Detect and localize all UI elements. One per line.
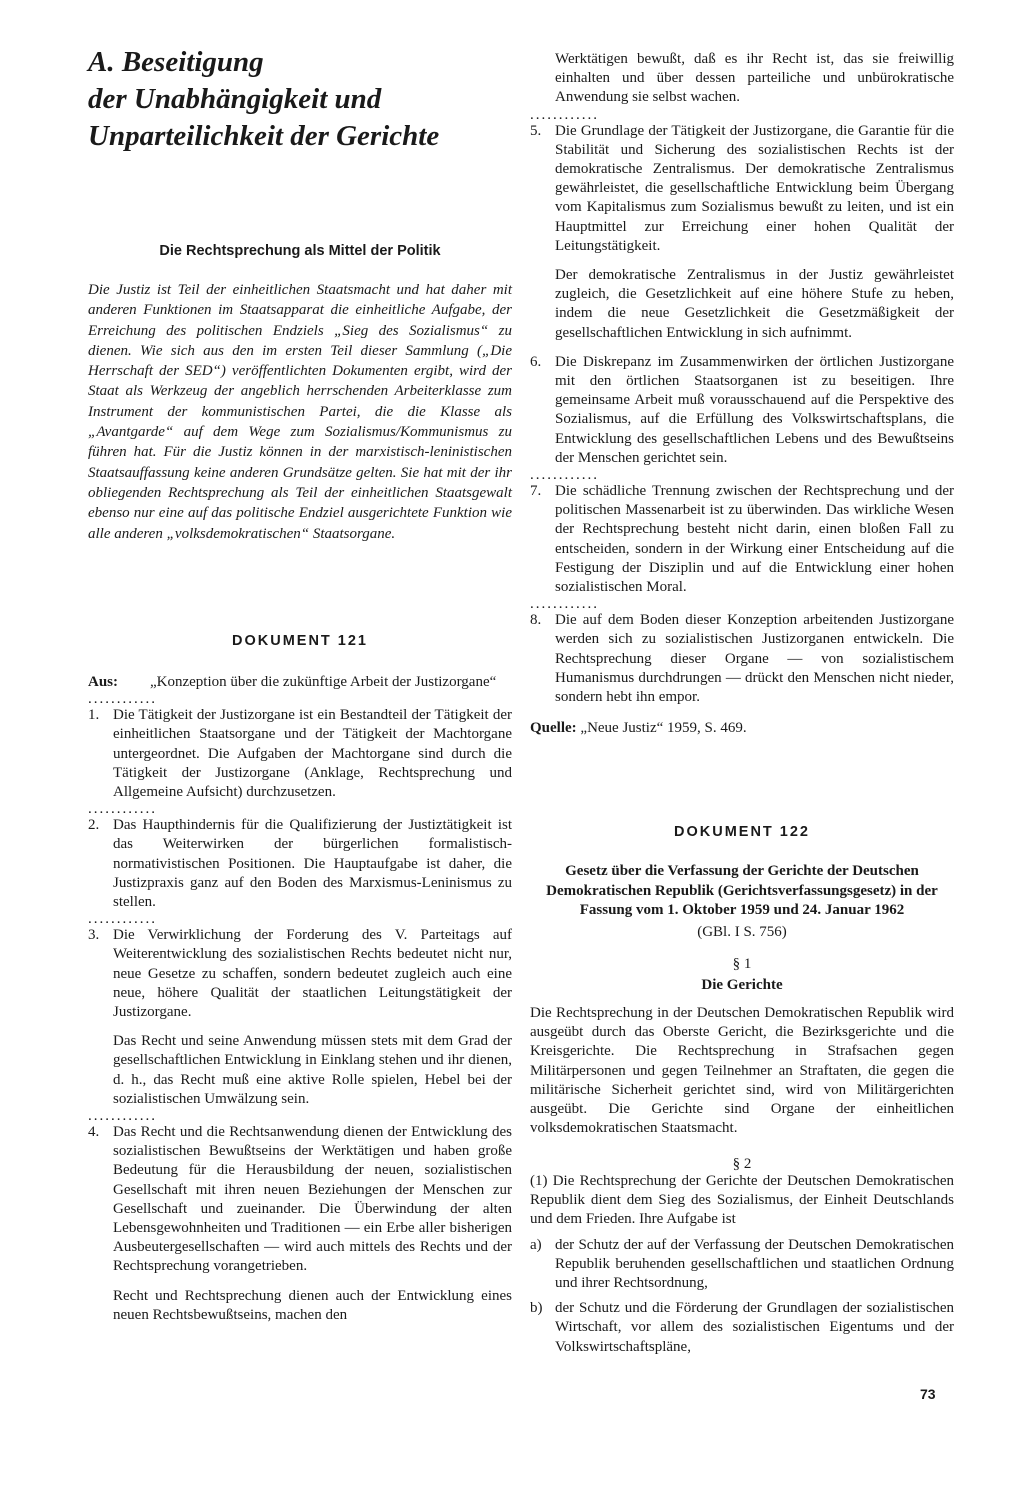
item-text: Die auf dem Boden dieser Konzeption arbeitenden Justizorgane werden sich zu sozialistischen Justizorganen entwickeln. Die Rechtsprechung dieser Organe — von sozialistischem Humanismus durchdrungen — drückt den Menschen nicht nieder, sondern hebt ihn empor. [555, 612, 954, 706]
item-text: Die Tätigkeit der Justizorgane ist ein Bestandteil der Tätigkeit der einheitlichen Staatsorgane und der Tätigkeit der Machtorgane untergeordnet. Die Aufgaben der Machtorgane sind durch die Tätigkeit der Justizorgane (Anklage, Rechtsprechung und Allgemeine Aufsicht) durchzusetzen. [113, 707, 512, 801]
item-text: Die Verwirklichung der Forderung des V. Parteitags auf Weiterentwicklung des sozialistischen Rechts bedeutet nicht nur, neue Gesetze zu schaffen, sondern bedeutet zugleich auch eine neue, höhere Qualität der staatlichen Leitungstätigkeit der Justizorgane. [113, 927, 512, 1021]
gazette-reference: (GBl. I S. 756) [697, 924, 787, 940]
document-122-heading: DOKUMENT 122 [674, 824, 810, 840]
item-sub-paragraph: Das Recht und seine Anwendung müssen stets mit dem Grad der gesellschaftlichen Entwicklung in Einklang stehen und ihr dienen, d. h., das Recht muß eine aktive Rolle spielen, Hebel bei der sozialistischen Umwälzung sein. [113, 1033, 512, 1107]
ellipsis-separator: ............ [88, 801, 157, 818]
chapter-title [88, 44, 528, 155]
item-number: 8. [530, 612, 542, 629]
paragraph-2-body [530, 1172, 954, 1357]
source-line [88, 673, 512, 692]
paragraph-1-title: Die Gerichte [701, 977, 783, 993]
item-sub-paragraph: Recht und Rechtsprechung dienen auch der Entwicklung eines neuen Rechtsbewußtseins, machen den [113, 1287, 512, 1323]
item-number: 3. [88, 927, 100, 944]
item-text: der Schutz der auf der Verfassung der Deutschen Demokratischen Republik beruhenden gesellschaftlichen und staatlichen Ordnung und ihrer Rechtsordnung, [555, 1236, 954, 1292]
list-item [88, 1123, 512, 1277]
source-quote-label: Quelle: [530, 720, 577, 737]
ellipsis-separator: ............ [530, 467, 599, 484]
item-number: 5. [530, 122, 542, 139]
document-121-heading: DOKUMENT 121 [232, 633, 368, 649]
ellipsis-separator: ............ [530, 106, 599, 123]
page-number: 73 [920, 1386, 936, 1402]
item-number: 7. [530, 483, 542, 500]
list-item [530, 1299, 954, 1357]
list-item [88, 926, 512, 1022]
chapter-title-line: der Unabhängigkeit und [88, 83, 382, 115]
list-item [530, 611, 954, 707]
section-heading: Die Rechtsprechung als Mittel der Politik [159, 243, 441, 259]
item-number: b) [530, 1300, 543, 1317]
list-item [530, 122, 954, 256]
list-item [88, 706, 512, 802]
continuation-text: Werktätigen bewußt, daß es ihr Recht ist, das sie freiwillig einhalten und über dessen parteiliche und unbürokratische Anwendung sie selbst wachen. [555, 51, 954, 106]
item-number: 4. [88, 1124, 100, 1141]
chapter-title-line: A. Beseitigung [88, 46, 264, 78]
source-text: „Konzeption über die zukünftige Arbeit der Justizorgane“ [150, 674, 497, 690]
paragraph-1-sign: § 1 [732, 956, 752, 972]
item-number: 2. [88, 817, 100, 834]
paragraph-2-sign: § 2 [732, 1156, 752, 1172]
list-item [530, 482, 954, 597]
list-item [530, 353, 954, 468]
source-label: Aus: [88, 674, 119, 690]
item-text: Das Haupthindernis für die Qualifizierung der Justiztätigkeit ist das Weiterwirken der bürgerlichen formalistisch-normativistischen Positionen. Die Hauptaufgabe ist daher, die Justizpraxis ganz auf den Boden des Marxismus-Leninismus zu stellen. [113, 817, 512, 911]
item-text: Das Recht und die Rechtsanwendung dienen der Entwicklung des sozialistischen Bewußtseins der Werktätigen und haben große Bedeutung für die Herausbildung der neuen, sozialistischen Gesellschaft mit ihren neuen Beziehungen der Menschen zur Gesellschaft und zueinander. Die Überwindung der alten Lebensgewohnheiten und Traditionen — ein Erbe aller bisherigen Ausbeutergesellschaften — wird auch mittels des Rechts und der Rechtsprechung vorangetrieben. [113, 1124, 512, 1275]
item-number: 1. [88, 707, 100, 724]
item-number: 6. [530, 353, 542, 370]
list-item [88, 816, 512, 912]
item-text: der Schutz und die Förderung der Grundlagen der sozialistischen Wirtschaft, vor allem des sozialistischen Eigentums und der Volkswirtschaftspläne, [555, 1300, 954, 1355]
item-number: a) [530, 1236, 542, 1253]
paragraph-1-text: Die Rechtsprechung in der Deutschen Demokratischen Republik wird ausgeübt durch das Oberste Gericht, die Bezirksgerichte und die Kreisgerichte. Die Rechtsprechung in Strafsachen gegen Militärpersonen und gegen Teilnehmer an Straftaten, die gegen die militärische Sicherheit gerichtet sind, wird von Militärgerichten ausgeübt. Die Gerichte sind Organe der einheitlichen volksdemokratischen Staatsmacht. [530, 1005, 954, 1137]
item-text: Die schädliche Trennung zwischen der Rechtsprechung und der politischen Massenarbeit ist zu überwinden. Das wirkliche Wesen der Rechtsprechung besteht nicht darin, einen bloßen Fall zu entscheiden, sondern in der Wirkung einer Entscheidung auf die Festigung der Disziplin und auf die Entwicklung einer hohen sozialistischen Moral. [555, 483, 954, 596]
ellipsis-separator: ............ [88, 911, 157, 928]
law-title: Gesetz über die Verfassung der Gerichte der Deutschen Demokratischen Republik (Gerichtsverfassungsgesetz) in der Fassung vom 1. Oktober 1959 und 24. Januar 1962 [546, 863, 938, 918]
list-item [530, 1236, 954, 1294]
item-sub-paragraph: Der demokratische Zentralismus in der Justiz gewährleistet zugleich, die Gesetzlichkeit auf eine höhere Stufe zu heben, indem die neue Gesetzlichkeit die Gesetzmäßigkeit der gesellschaftlichen Entwicklung in sich aufnimmt. [555, 267, 954, 341]
intro-paragraph: Die Justiz ist Teil der einheitlichen Staatsmacht und hat daher mit anderen Funktionen im Staatsapparat die einheitliche Aufgabe, der Erreichung des politischen Endziels „Sieg des Sozialismus“ zu dienen. Wie sich aus den im ersten Teil dieser Sammlung („Die Herrschaft der SED“) veröffentlichten Dokumenten ergibt, wird der Staat als Werkzeug der angeblich herrschenden Arbeiterklasse zum Instrument der kommunistischen Partei, die die Klasse als „Avantgarde“ auf dem Wege zum Sozialismus/Kommunismus zu führen hat. Für die Justiz können in der marxistisch-leninistischen Staatsauffassung keine anderen Grundsätze gelten. Sie hat mit der ihr obliegenden Rechtsprechung als Teil der einheitlichen Staatsgewalt ebenso nur eine auf das politische Endziel ausgerichtete Funktion wie alle anderen „volksdemokratischen“ Staatsorgane. [88, 282, 512, 542]
document-121-continued [530, 50, 954, 739]
ellipsis-separator: ............ [88, 1108, 157, 1125]
source-quote-line [530, 719, 954, 738]
paragraph-2-intro: (1) Die Rechtsprechung der Gerichte der Deutschen Demokratischen Republik dient dem Sieg des Sozialismus, der Einheit Deutschlands und dem Frieden. Ihre Aufgabe ist [530, 1173, 954, 1228]
item-text: Die Diskrepanz im Zusammenwirken der örtlichen Justizorgane mit den örtlichen Staatsorganen ist zu beseitigen. Ihre gemeinsame Arbeit muß vorausschauend auf die Perspektive des Sozialismus, auf die Erfüllung des Volkswirtschaftsplans, die Entwicklung des gesellschaftlichen Lebens und des Bewußtseins der Menschen gerichtet sein. [555, 353, 954, 466]
chapter-title-line: Unparteilichkeit der Gerichte [88, 120, 440, 152]
item-text: Die Grundlage der Tätigkeit der Justizorgane, die Garantie für die Stabilität und Sicherung des sozialistischen Rechts ist der demokratische Zentralismus. Der demokratische Zentralismus gewährleistet, die gesellschaftliche Entwicklung beim Übergang vom Kapitalismus zum Sozialismus bewußt zu leiten, und ist ein Hauptmittel zur Erreichung einer hohen Qualität der Leitungstätigkeit. [555, 122, 954, 254]
source-quote-text: „Neue Justiz“ 1959, S. 469. [580, 720, 747, 737]
document-121-body [88, 673, 512, 1325]
ellipsis-separator: ............ [530, 596, 599, 613]
ellipsis-separator: ............ [88, 691, 157, 708]
